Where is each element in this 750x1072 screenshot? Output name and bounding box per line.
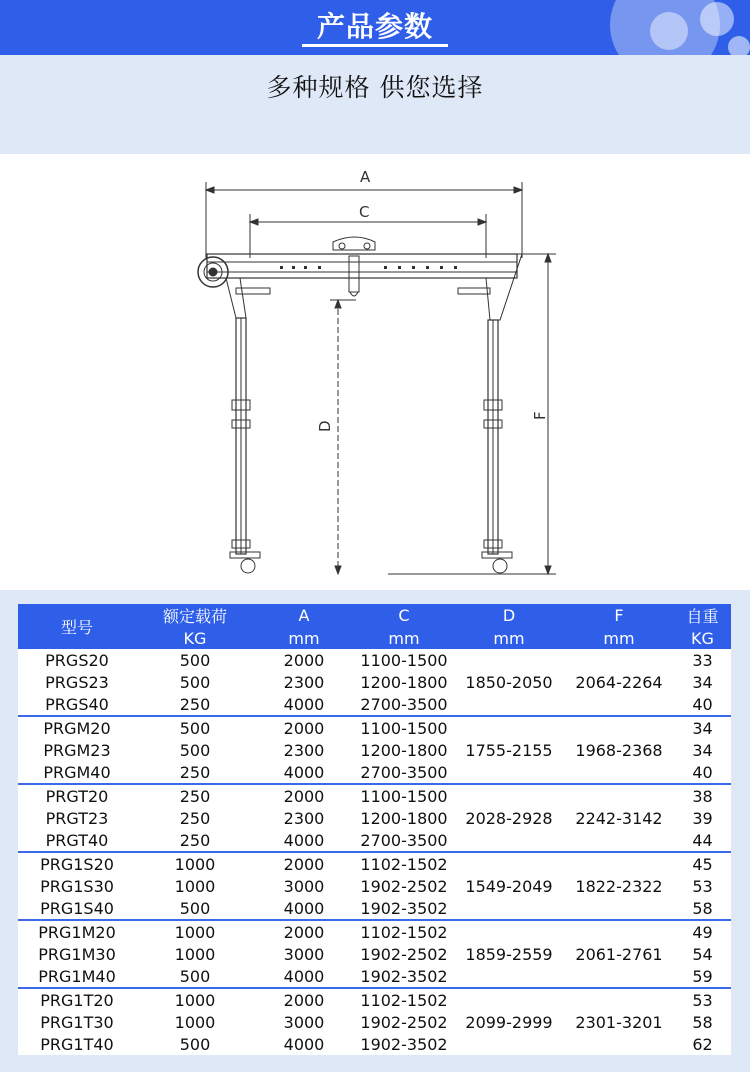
cell-rated-load: 250 bbox=[136, 761, 254, 784]
page-subtitle: 多种规格 供您选择 bbox=[266, 73, 484, 102]
cell-rated-load: 1000 bbox=[136, 1011, 254, 1033]
cell-weight: 33 bbox=[674, 649, 731, 671]
cell-a: 2000 bbox=[254, 852, 354, 875]
header-model: 型号 bbox=[18, 604, 136, 649]
cell-a: 4000 bbox=[254, 897, 354, 920]
cell-model: PRG1M40 bbox=[18, 965, 136, 988]
cell-c: 1200-1800 bbox=[354, 807, 454, 829]
cell-a: 4000 bbox=[254, 693, 354, 716]
cell-rated-load: 500 bbox=[136, 739, 254, 761]
cell-c: 1902-3502 bbox=[354, 897, 454, 920]
dimension-label-f: F bbox=[531, 411, 549, 420]
cell-c: 1902-2502 bbox=[354, 1011, 454, 1033]
cell-weight: 44 bbox=[674, 829, 731, 852]
cell-rated-load: 250 bbox=[136, 693, 254, 716]
cell-a: 2000 bbox=[254, 784, 354, 807]
cell-c: 1100-1500 bbox=[354, 649, 454, 671]
cell-rated-load: 500 bbox=[136, 965, 254, 988]
cell-model: PRGM40 bbox=[18, 761, 136, 784]
cell-c: 1100-1500 bbox=[354, 784, 454, 807]
table-row bbox=[18, 716, 731, 739]
cell-a: 4000 bbox=[254, 965, 354, 988]
cell-model: PRG1T40 bbox=[18, 1033, 136, 1055]
cell-rated-load: 1000 bbox=[136, 852, 254, 875]
header-rated-load: 额定载荷 bbox=[136, 604, 254, 627]
cell-a: 3000 bbox=[254, 1011, 354, 1033]
cell-a: 4000 bbox=[254, 761, 354, 784]
cell-f: 1968-2368 bbox=[564, 716, 674, 784]
cell-rated-load: 1000 bbox=[136, 920, 254, 943]
cell-c: 1102-1502 bbox=[354, 852, 454, 875]
cell-weight: 53 bbox=[674, 875, 731, 897]
cell-model: PRG1M30 bbox=[18, 943, 136, 965]
cell-model: PRG1M20 bbox=[18, 920, 136, 943]
header-unit-f: mm bbox=[564, 627, 674, 649]
cell-f: 1822-2322 bbox=[564, 852, 674, 920]
cell-weight: 40 bbox=[674, 761, 731, 784]
cell-model: PRGT23 bbox=[18, 807, 136, 829]
cell-c: 1200-1800 bbox=[354, 739, 454, 761]
header-f: F bbox=[564, 604, 674, 627]
table-row bbox=[18, 852, 731, 875]
cell-a: 2000 bbox=[254, 649, 354, 671]
header-unit-a: mm bbox=[254, 627, 354, 649]
dimension-label-a: A bbox=[360, 168, 371, 186]
cell-rated-load: 500 bbox=[136, 671, 254, 693]
cell-rated-load: 1000 bbox=[136, 988, 254, 1011]
cell-model: PRG1S30 bbox=[18, 875, 136, 897]
cell-a: 2300 bbox=[254, 807, 354, 829]
page-title: 产品参数 bbox=[316, 10, 433, 43]
cell-d: 2099-2999 bbox=[454, 988, 564, 1055]
cell-a: 2000 bbox=[254, 716, 354, 739]
cell-c: 1102-1502 bbox=[354, 920, 454, 943]
header-c: C bbox=[354, 604, 454, 627]
cell-model: PRGT40 bbox=[18, 829, 136, 852]
cell-weight: 54 bbox=[674, 943, 731, 965]
cell-d: 2028-2928 bbox=[454, 784, 564, 852]
header-unit-load: KG bbox=[136, 627, 254, 649]
cell-c: 2700-3500 bbox=[354, 829, 454, 852]
spec-table bbox=[18, 604, 731, 1055]
cell-weight: 58 bbox=[674, 1011, 731, 1033]
cell-model: PRGT20 bbox=[18, 784, 136, 807]
cell-a: 3000 bbox=[254, 943, 354, 965]
cell-a: 4000 bbox=[254, 829, 354, 852]
cell-model: PRGS40 bbox=[18, 693, 136, 716]
cell-rated-load: 1000 bbox=[136, 875, 254, 897]
cell-weight: 40 bbox=[674, 693, 731, 716]
cell-weight: 45 bbox=[674, 852, 731, 875]
cell-weight: 62 bbox=[674, 1033, 731, 1055]
cell-f: 2301-3201 bbox=[564, 988, 674, 1055]
cell-rated-load: 500 bbox=[136, 649, 254, 671]
table-row bbox=[18, 649, 731, 671]
cell-weight: 49 bbox=[674, 920, 731, 943]
header-d: D bbox=[454, 604, 564, 627]
cell-a: 2000 bbox=[254, 988, 354, 1011]
cell-model: PRGM20 bbox=[18, 716, 136, 739]
table-row bbox=[18, 784, 731, 807]
table-row bbox=[18, 988, 731, 1011]
cell-rated-load: 250 bbox=[136, 829, 254, 852]
cell-d: 1850-2050 bbox=[454, 649, 564, 716]
cell-c: 2700-3500 bbox=[354, 761, 454, 784]
cell-model: PRG1S20 bbox=[18, 852, 136, 875]
cell-c: 1902-2502 bbox=[354, 943, 454, 965]
header-unit-weight: KG bbox=[674, 627, 731, 649]
cell-model: PRGM23 bbox=[18, 739, 136, 761]
cell-c: 1102-1502 bbox=[354, 988, 454, 1011]
table-row bbox=[18, 920, 731, 943]
cell-rated-load: 250 bbox=[136, 784, 254, 807]
cell-f: 2061-2761 bbox=[564, 920, 674, 988]
cell-model: PRG1T20 bbox=[18, 988, 136, 1011]
cell-a: 2300 bbox=[254, 739, 354, 761]
cell-rated-load: 500 bbox=[136, 1033, 254, 1055]
cell-a: 2000 bbox=[254, 920, 354, 943]
cell-f: 2064-2264 bbox=[564, 649, 674, 716]
cell-c: 1200-1800 bbox=[354, 671, 454, 693]
cell-rated-load: 1000 bbox=[136, 943, 254, 965]
cell-weight: 53 bbox=[674, 988, 731, 1011]
cell-weight: 59 bbox=[674, 965, 731, 988]
cell-weight: 34 bbox=[674, 671, 731, 693]
cell-d: 1755-2155 bbox=[454, 716, 564, 784]
cell-c: 1902-3502 bbox=[354, 965, 454, 988]
cell-rated-load: 500 bbox=[136, 716, 254, 739]
cell-d: 1549-2049 bbox=[454, 852, 564, 920]
cell-c: 2700-3500 bbox=[354, 693, 454, 716]
cell-rated-load: 500 bbox=[136, 897, 254, 920]
cell-a: 3000 bbox=[254, 875, 354, 897]
cell-weight: 38 bbox=[674, 784, 731, 807]
dimension-label-c: C bbox=[359, 203, 370, 221]
cell-c: 1100-1500 bbox=[354, 716, 454, 739]
header-unit-d: mm bbox=[454, 627, 564, 649]
dimension-label-d: D bbox=[316, 420, 334, 432]
cell-weight: 58 bbox=[674, 897, 731, 920]
header-a: A bbox=[254, 604, 354, 627]
cell-model: PRG1S40 bbox=[18, 897, 136, 920]
cell-c: 1902-2502 bbox=[354, 875, 454, 897]
cell-a: 2300 bbox=[254, 671, 354, 693]
cell-f: 2242-3142 bbox=[564, 784, 674, 852]
cell-weight: 34 bbox=[674, 739, 731, 761]
cell-weight: 39 bbox=[674, 807, 731, 829]
cell-model: PRGS20 bbox=[18, 649, 136, 671]
cell-model: PRG1T30 bbox=[18, 1011, 136, 1033]
cell-a: 4000 bbox=[254, 1033, 354, 1055]
cell-c: 1902-3502 bbox=[354, 1033, 454, 1055]
cell-rated-load: 250 bbox=[136, 807, 254, 829]
cell-model: PRGS23 bbox=[18, 671, 136, 693]
cell-weight: 34 bbox=[674, 716, 731, 739]
header-weight: 自重 bbox=[674, 604, 731, 627]
header-unit-c: mm bbox=[354, 627, 454, 649]
cell-d: 1859-2559 bbox=[454, 920, 564, 988]
